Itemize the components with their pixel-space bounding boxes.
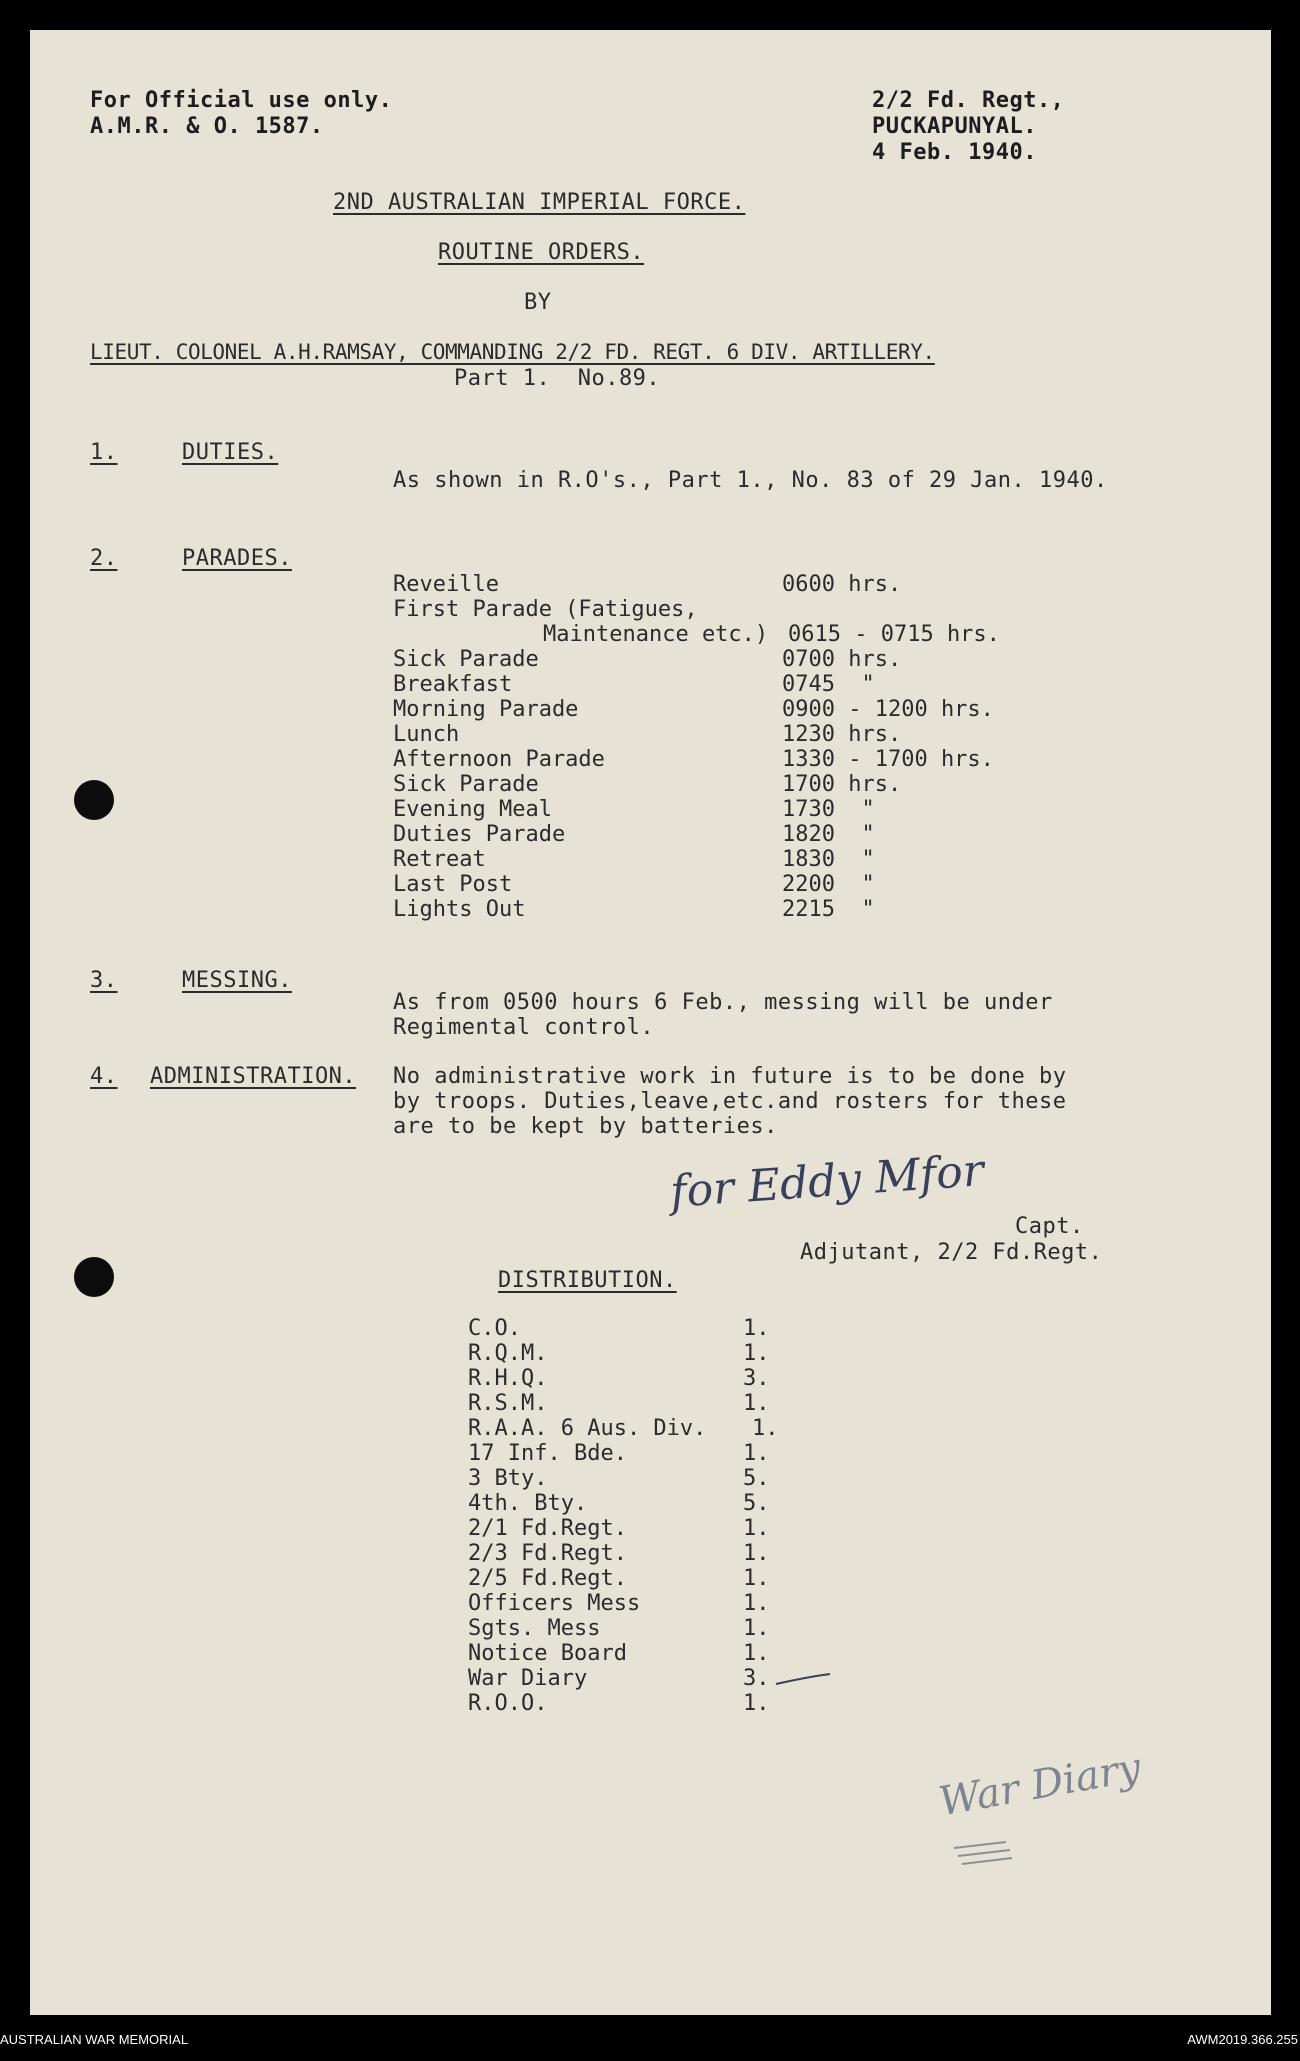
- parade-time: 1820 ": [782, 822, 875, 847]
- distribution-unit: 3 Bty.: [468, 1466, 548, 1491]
- distribution-unit: R.H.Q.: [468, 1366, 548, 1391]
- distribution-unit: R.O.O.: [468, 1691, 548, 1716]
- distribution-copies: 1.: [743, 1316, 770, 1341]
- distribution-copies: 5.: [743, 1491, 770, 1516]
- distribution-unit: 2/1 Fd.Regt.: [468, 1516, 627, 1541]
- distribution-row: [30, 1668, 1271, 1694]
- distribution-copies: 1.: [743, 1691, 770, 1716]
- section-4-heading: ADMINISTRATION.: [150, 1064, 357, 1089]
- distribution-unit: R.Q.M.: [468, 1341, 548, 1366]
- distribution-row: [30, 1643, 1271, 1669]
- distribution-unit: 2/3 Fd.Regt.: [468, 1541, 627, 1566]
- parade-row: [30, 624, 1271, 650]
- section-3-line2: Regimental control.: [393, 1015, 655, 1040]
- section-1-text: As shown in R.O's., Part 1., No. 83 of 29 Jan. 1940.: [393, 468, 1108, 493]
- title-force: 2ND AUSTRALIAN IMPERIAL FORCE.: [333, 190, 746, 215]
- parade-item: Maintenance etc.): [543, 622, 769, 647]
- footer-institution: AUSTRALIAN WAR MEMORIAL: [0, 2032, 189, 2047]
- distribution-heading: DISTRIBUTION.: [498, 1268, 677, 1293]
- distribution-row: [30, 1593, 1271, 1619]
- distribution-unit: 4th. Bty.: [468, 1491, 588, 1516]
- section-2-heading: PARADES.: [182, 546, 292, 571]
- distribution-row: [30, 1693, 1271, 1719]
- parade-item: Lunch: [393, 722, 460, 747]
- distribution-row: [30, 1343, 1271, 1369]
- distribution-row: [30, 1518, 1271, 1544]
- signature-appointment: Adjutant, 2/2 Fd.Regt.: [800, 1240, 1103, 1265]
- distribution-copies: 1.: [743, 1541, 770, 1566]
- parade-row: [30, 649, 1271, 675]
- parade-row: [30, 799, 1271, 825]
- title-by: BY: [524, 290, 552, 315]
- title-routine-orders: ROUTINE ORDERS.: [438, 240, 645, 265]
- header-official-use: For Official use only.: [90, 88, 393, 113]
- document-page: [30, 30, 1271, 2015]
- distribution-copies: 3.: [743, 1666, 770, 1691]
- section-3-line1: As from 0500 hours 6 Feb., messing will be under: [393, 990, 1053, 1015]
- distribution-unit: Officers Mess: [468, 1591, 641, 1616]
- parade-row: [30, 674, 1271, 700]
- parade-item: Retreat: [393, 847, 486, 872]
- distribution-row: [30, 1543, 1271, 1569]
- distribution-row: [30, 1568, 1271, 1594]
- distribution-copies: 1.: [743, 1441, 770, 1466]
- annotation-underline-marks: [950, 1840, 1030, 1870]
- distribution-row: [30, 1368, 1271, 1394]
- section-2-number: 2.: [90, 546, 118, 571]
- parade-item: Morning Parade: [393, 697, 579, 722]
- signature-rank: Capt.: [1015, 1214, 1084, 1239]
- parade-item: First Parade (Fatigues,: [393, 597, 698, 622]
- parade-time: 0615 - 0715 hrs.: [788, 622, 1000, 647]
- distribution-unit: R.A.A. 6 Aus. Div.: [468, 1416, 707, 1441]
- parade-item: Lights Out: [393, 897, 526, 922]
- parade-time: 1730 ": [782, 797, 875, 822]
- parade-row: [30, 749, 1271, 775]
- distribution-copies: 1.: [743, 1616, 770, 1641]
- punch-hole-bottom: [74, 1257, 114, 1297]
- section-4-line1: No administrative work in future is to be done by: [393, 1064, 1067, 1089]
- parade-row: [30, 699, 1271, 725]
- distribution-unit: 17 Inf. Bde.: [468, 1441, 627, 1466]
- header-unit: 2/2 Fd. Regt.,: [872, 88, 1065, 113]
- parade-item: Sick Parade: [393, 772, 539, 797]
- distribution-copies: 5.: [743, 1466, 770, 1491]
- header-reference: A.M.R. & O. 1587.: [90, 114, 324, 139]
- parade-item: Last Post: [393, 872, 513, 897]
- handwritten-war-diary-note: War Diary: [935, 1744, 1145, 1826]
- distribution-copies: 3.: [743, 1366, 770, 1391]
- distribution-copies: 1.: [743, 1566, 770, 1591]
- section-1-number: 1.: [90, 440, 118, 465]
- parade-item: Sick Parade: [393, 647, 539, 672]
- parade-time: 2215 ": [782, 897, 875, 922]
- parade-item: Evening Meal: [393, 797, 552, 822]
- distribution-unit: Sgts. Mess: [468, 1616, 601, 1641]
- distribution-copies: 1.: [743, 1641, 770, 1666]
- parade-time: 1700 hrs.: [782, 772, 902, 797]
- parade-time: 0700 hrs.: [782, 647, 902, 672]
- pen-tick-mark: [774, 1670, 834, 1690]
- handwritten-signature: for Eddy Mfor: [668, 1145, 986, 1218]
- title-commander: LIEUT. COLONEL A.H.RAMSAY, COMMANDING 2/2 FD. REGT. 6 DIV. ARTILLERY.: [90, 340, 935, 364]
- distribution-row: [30, 1418, 1271, 1444]
- section-4-number: 4.: [90, 1064, 118, 1089]
- distribution-unit: R.S.M.: [468, 1391, 548, 1416]
- parade-item: Reveille: [393, 572, 499, 597]
- distribution-copies: 1.: [743, 1391, 770, 1416]
- distribution-row: [30, 1493, 1271, 1519]
- parade-row: [30, 774, 1271, 800]
- distribution-row: [30, 1443, 1271, 1469]
- distribution-copies: 1.: [743, 1516, 770, 1541]
- parade-item: Breakfast: [393, 672, 513, 697]
- section-3-heading: MESSING.: [182, 968, 292, 993]
- section-4-line2: by troops. Duties,leave,etc.and rosters for these: [393, 1089, 1067, 1114]
- parade-row: [30, 824, 1271, 850]
- parade-time: 1230 hrs.: [782, 722, 902, 747]
- section-4-line3: are to be kept by batteries.: [393, 1114, 778, 1139]
- distribution-copies: 1.: [743, 1341, 770, 1366]
- distribution-row: [30, 1318, 1271, 1344]
- parade-time: 1830 ": [782, 847, 875, 872]
- parade-item: Duties Parade: [393, 822, 566, 847]
- parade-row: [30, 849, 1271, 875]
- archive-footer: [0, 2015, 1300, 2061]
- parade-row: [30, 899, 1271, 925]
- distribution-unit: 2/5 Fd.Regt.: [468, 1566, 627, 1591]
- section-3-number: 3.: [90, 968, 118, 993]
- title-part-number: Part 1. No.89.: [454, 366, 661, 391]
- section-1-heading: DUTIES.: [182, 440, 279, 465]
- parade-time: 0745 ": [782, 672, 875, 697]
- parade-row: [30, 724, 1271, 750]
- parade-time: 1330 - 1700 hrs.: [782, 747, 994, 772]
- distribution-row: [30, 1618, 1271, 1644]
- distribution-copies: 1.: [743, 1591, 770, 1616]
- distribution-unit: Notice Board: [468, 1641, 627, 1666]
- footer-accession-number: AWM2019.366.255: [1187, 2032, 1298, 2047]
- parade-time: 2200 ": [782, 872, 875, 897]
- header-date: 4 Feb. 1940.: [872, 140, 1037, 165]
- distribution-copies: 1.: [752, 1416, 779, 1441]
- header-location: PUCKAPUNYAL.: [872, 114, 1037, 139]
- parade-time: 0600 hrs.: [782, 572, 902, 597]
- parade-item: Afternoon Parade: [393, 747, 605, 772]
- distribution-row: [30, 1468, 1271, 1494]
- distribution-unit: C.O.: [468, 1316, 521, 1341]
- parade-row: [30, 874, 1271, 900]
- distribution-unit: War Diary: [468, 1666, 588, 1691]
- parade-time: 0900 - 1200 hrs.: [782, 697, 994, 722]
